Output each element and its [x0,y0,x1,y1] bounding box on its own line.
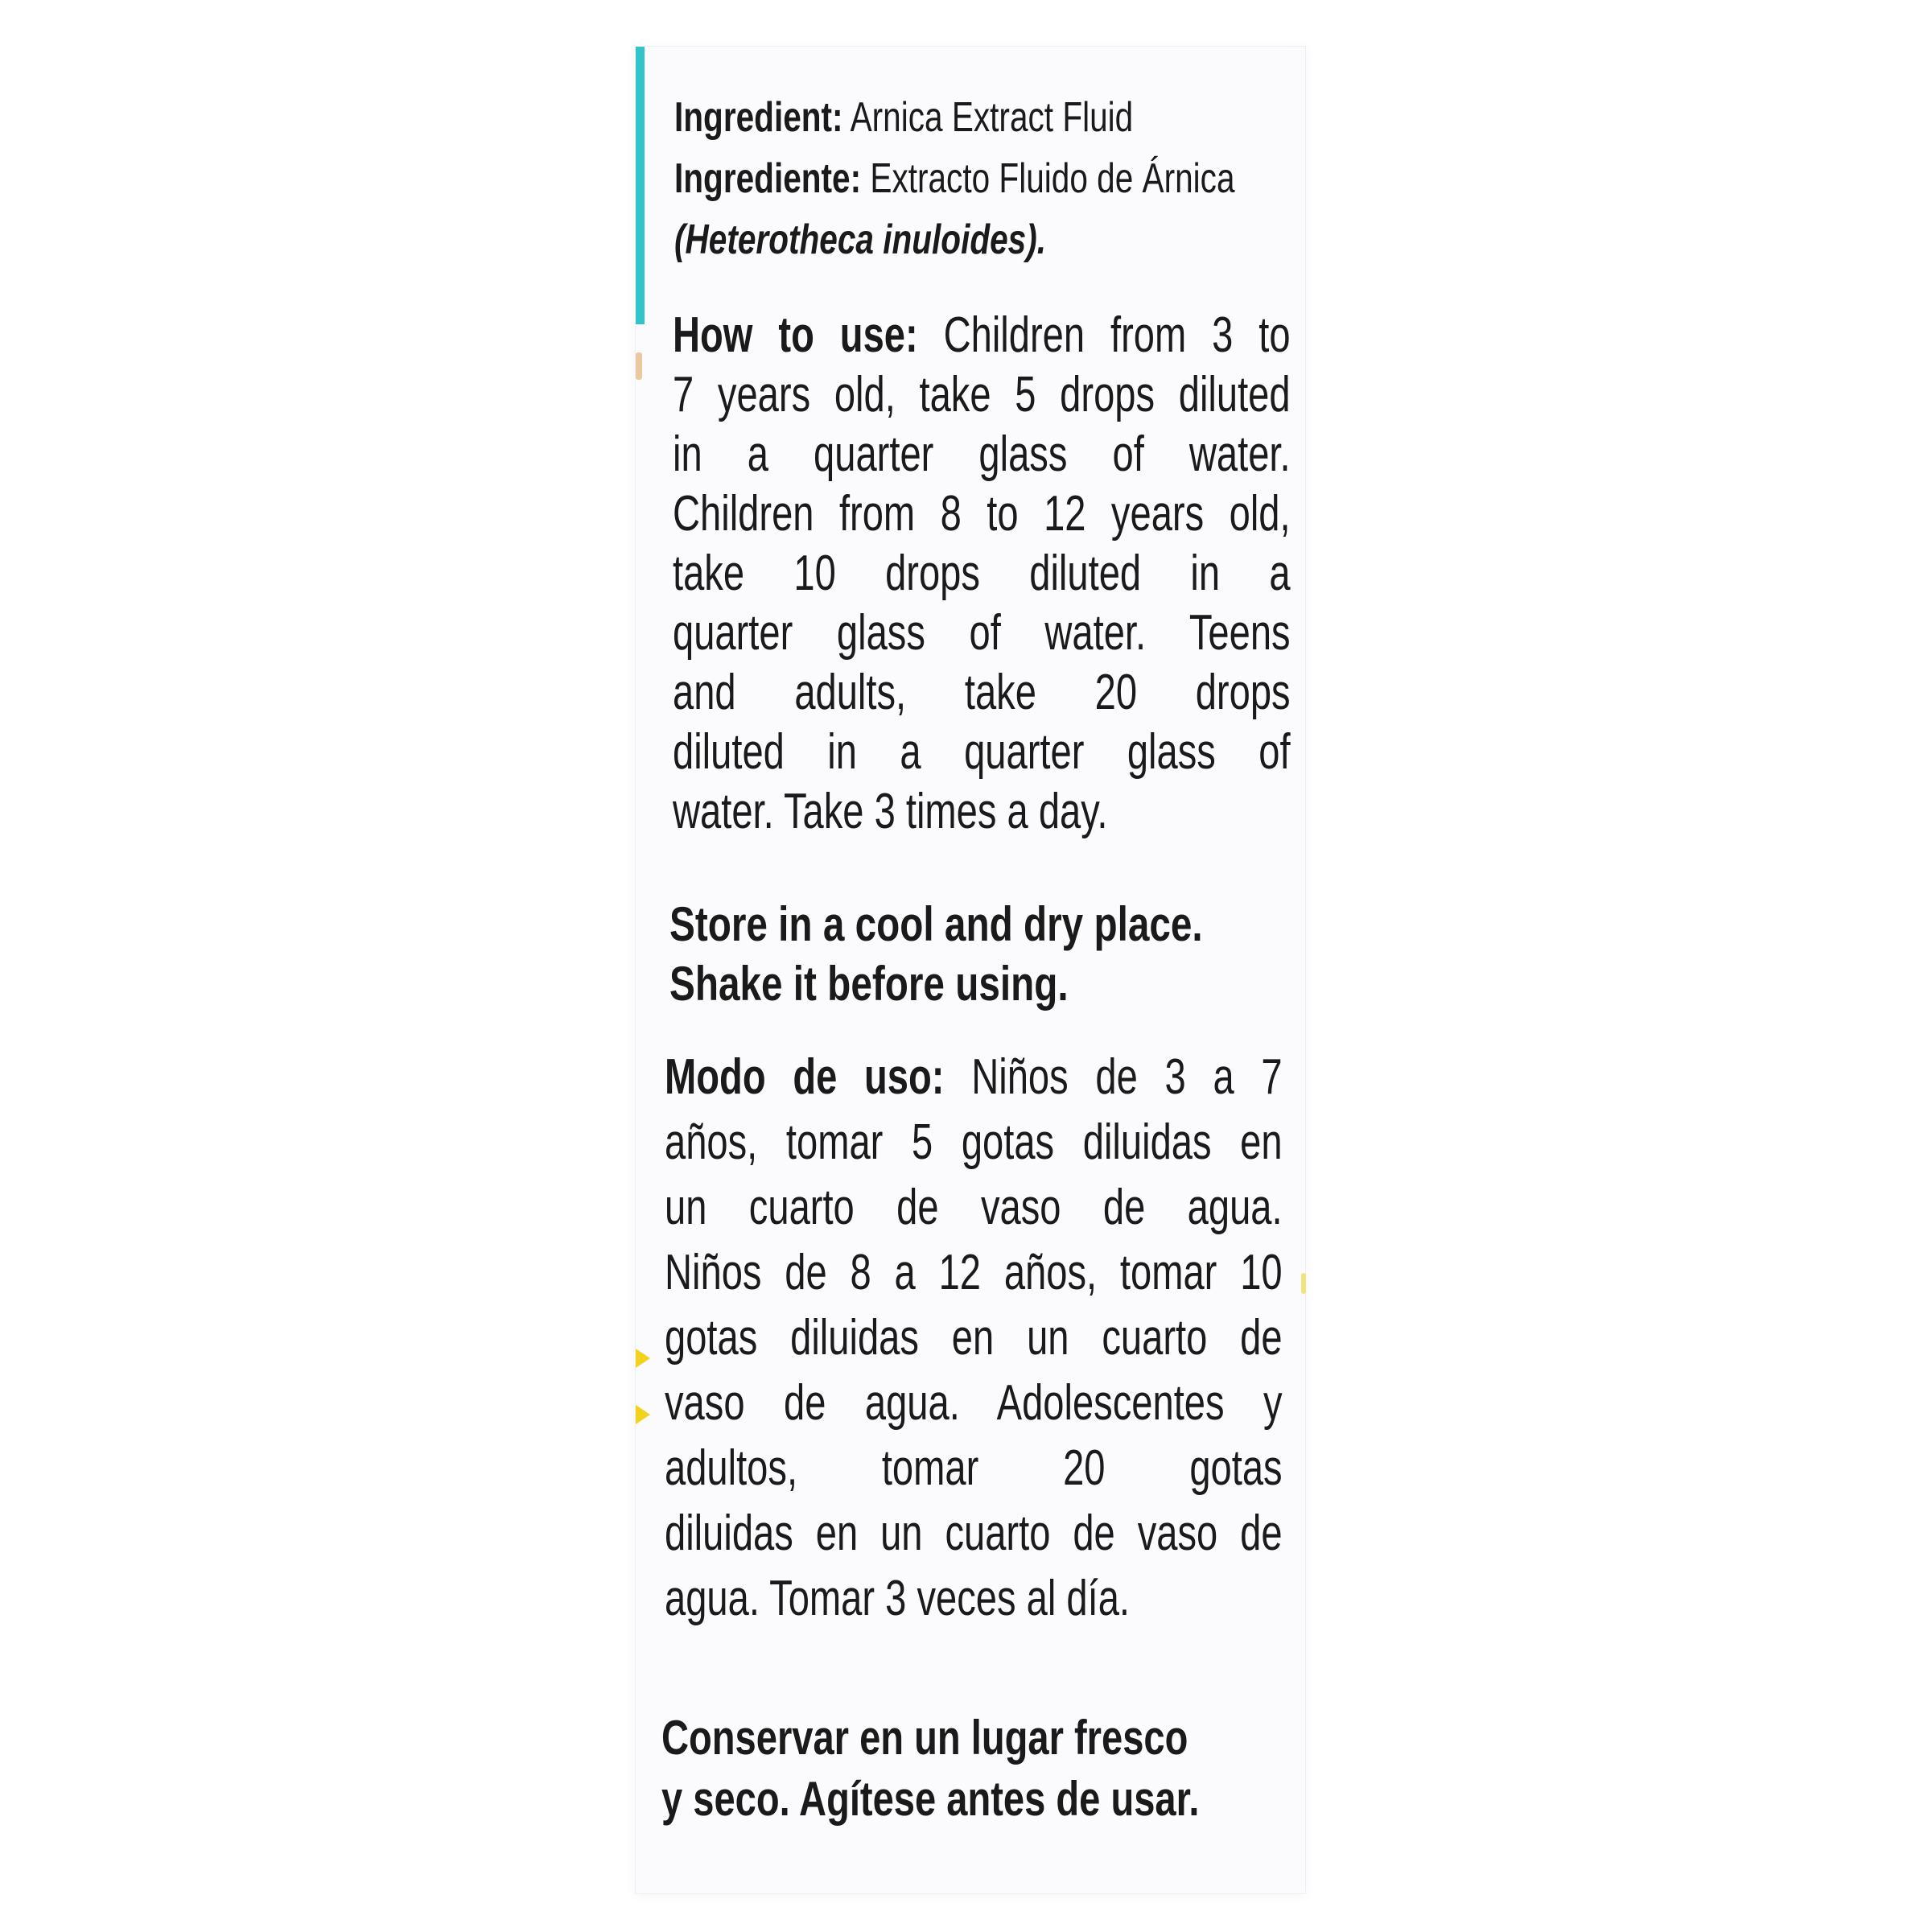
modo-de-uso-label: Modo de uso: [665,1049,945,1105]
modo-de-uso-line-7: adultos, tomar 20 gotas [665,1440,1283,1496]
how-to-use-line-3: in a quarter glass of water. [673,426,1291,482]
yellow-edge-mark-top [636,1349,650,1368]
storage-en-block [669,895,1474,1014]
storage-en-line-1: Store in a cool and dry place. [669,897,1203,951]
modo-de-uso-line-3: un cuarto de vaso de agua. [665,1180,1283,1235]
ingredient-es-label: Ingrediente: [674,155,862,202]
yellow-edge-mark-bottom [636,1405,650,1424]
storage-en-line-2: Shake it before using. [669,957,1069,1011]
modo-de-uso-line-2: años, tomar 5 gotas diluidas en [665,1114,1283,1170]
ingredient-en-value: Arnica Extract Fluid [850,94,1134,141]
modo-de-uso-line-1 [665,1044,1283,1110]
yellow-edge-mark-right [1301,1273,1306,1294]
modo-de-uso-line-6: vaso de agua. Adolescentes y [665,1375,1283,1431]
teal-edge-stripe [636,47,645,324]
scientific-name: (Heterotheca inuloides). [674,216,1047,263]
how-to-use-line-5: take 10 drops diluted in a [673,546,1291,601]
how-to-use-line-9: water. Take 3 times a day. [673,784,1108,839]
ingredient-es-line [674,148,1289,209]
how-to-use-line-1 [673,306,1291,365]
modo-de-uso-line-4: Niños de 8 a 12 años, tomar 10 [665,1245,1283,1300]
modo-de-uso-text: Niños de 3 a 7 [971,1049,1283,1105]
modo-de-uso-line-8: diluidas en un cuarto de vaso de [665,1506,1283,1561]
how-to-use-text: Children from 3 to [943,307,1291,363]
how-to-use-block [673,306,1292,842]
storage-es-line-2: y seco. Agítese antes de usar. [661,1772,1200,1826]
storage-es-line-1: Conservar en un lugar fresco [661,1711,1188,1765]
how-to-use-line-7: and adults, take 20 drops [673,665,1291,720]
ingredient-en-line [674,87,1289,148]
how-to-use-line-8: diluted in a quarter glass of [673,724,1291,780]
storage-es-block [661,1707,1466,1830]
modo-de-uso-line-5: gotas diluidas en un cuarto de [665,1310,1283,1366]
how-to-use-line-2: 7 years old, take 5 drops diluted [673,367,1291,422]
how-to-use-label: How to use: [673,307,918,363]
tan-edge-mark [636,352,642,380]
modo-de-uso-block [665,1044,1284,1631]
ingredient-en-label: Ingredient: [674,94,843,141]
ingredient-block [674,87,1289,270]
ingredient-es-value: Extracto Fluido de Árnica [870,155,1235,202]
how-to-use-line-4: Children from 8 to 12 years old, [673,486,1291,542]
how-to-use-line-6: quarter glass of water. Teens [673,605,1291,661]
modo-de-uso-line-9: agua. Tomar 3 veces al día. [665,1571,1131,1626]
